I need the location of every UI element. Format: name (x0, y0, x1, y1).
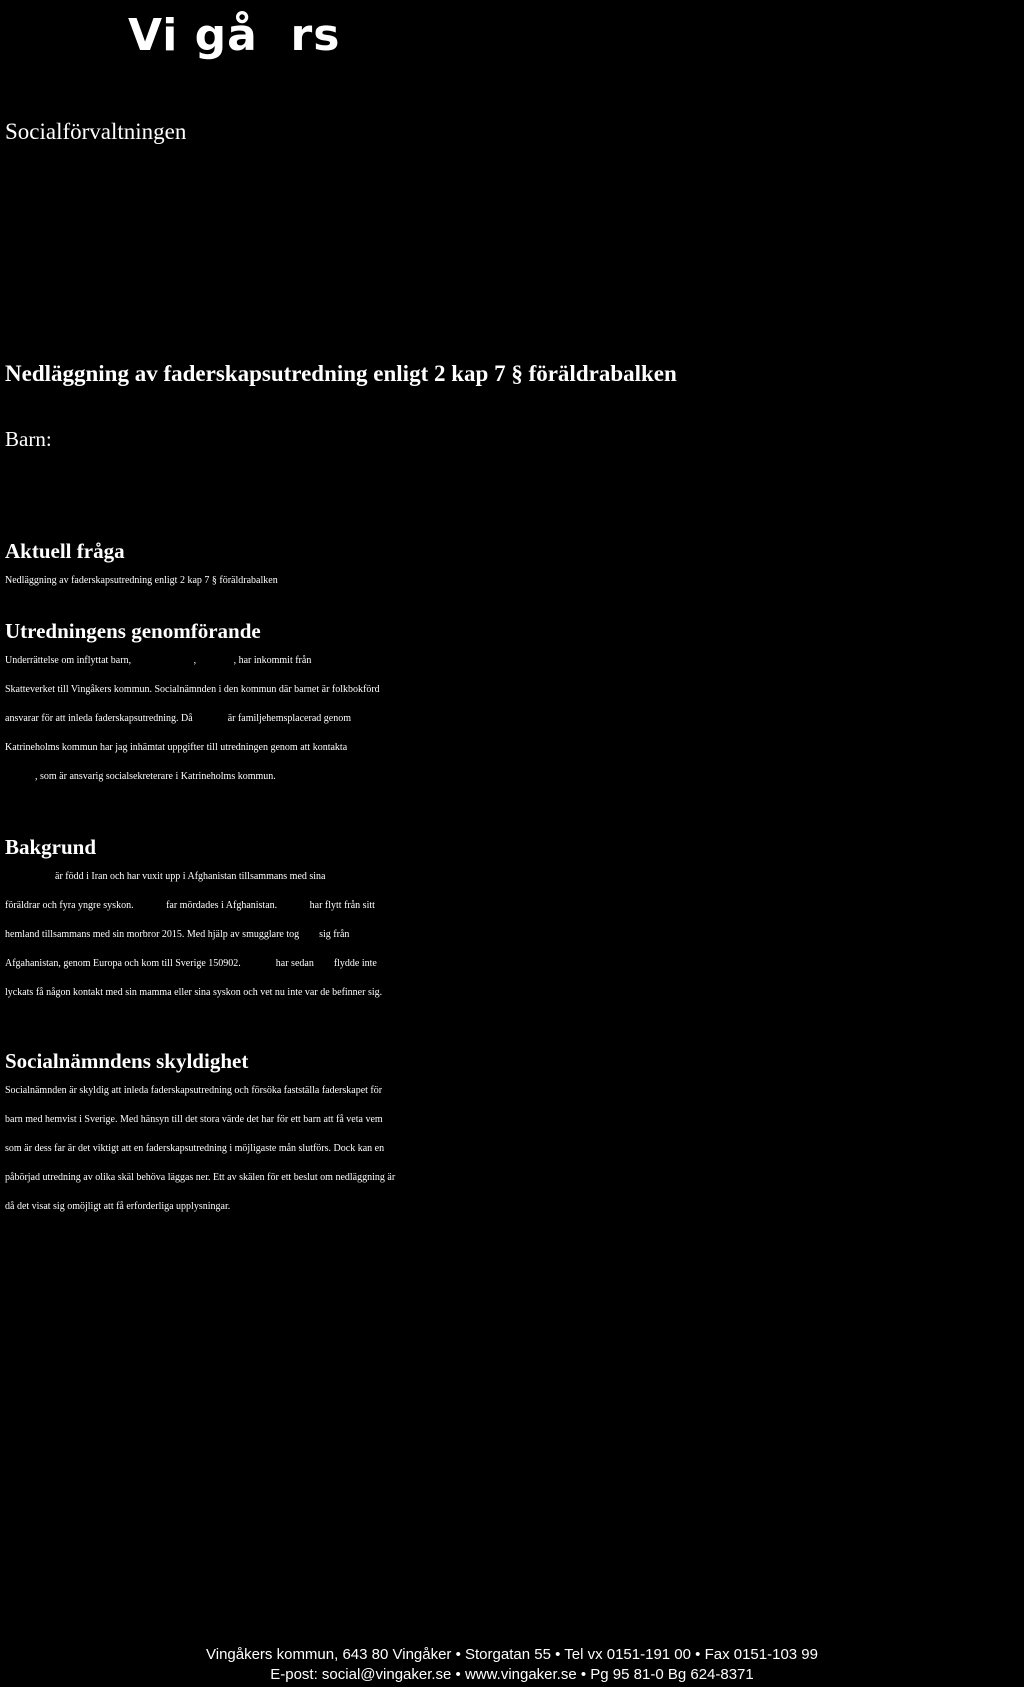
paragraph-line: Underrättelse om inflyttat barn, , , har inkommit från (5, 655, 312, 666)
footer-address-line: Vingåkers kommun, 643 80 Vingåker • Storgatan 55 • Tel vx 0151-191 00 • Fax 0151-103 99 (206, 1646, 818, 1663)
paragraph-line: Socialnämnden är skyldig att inleda faderskapsutredning och försöka fastställa faderskapet för (5, 1085, 383, 1096)
paragraph-line: föräldrar och fyra yngre syskon. far mördades i Afghanistan. har flytt från sitt (5, 900, 375, 911)
section-heading: Bakgrund (5, 835, 97, 859)
department-name: Socialförvaltningen (5, 119, 187, 144)
paragraph-line: Skatteverket till Vingåkers kommun. Socialnämnden i den kommun där barnet är folkbokförd (5, 684, 380, 695)
paragraph-line: lyckats få någon kontakt med sin mamma eller sina syskon och vet nu inte var de befinner sig. (5, 987, 383, 998)
section-heading: Utredningens genomförande (5, 619, 261, 643)
footer-contact-line: E-post: social@vingaker.se • www.vingaker.se • Pg 95 81-0 Bg 624-8371 (270, 1666, 754, 1683)
paragraph-line: Katrineholms kommun har jag inhämtat uppgifter till utredningen genom att kontakta (5, 742, 348, 753)
paragraph-line: ansvarar för att inleda faderskapsutredning. Då är familjehemsplacerad genom (5, 713, 351, 724)
section-aktuell-fraga (5, 537, 1021, 595)
paragraph-line: som är dess far är det viktigt att en faderskapsutredning i möjligaste mån slutförs. Dock kan en (5, 1143, 385, 1154)
paragraph-line: hemland tillsammans med sin morbror 2015. Med hjälp av smugglare tog sig från (5, 929, 350, 940)
paragraph-line: Afgahanistan, genom Europa och kom till Sverige 150902. har sedan flydde inte (5, 958, 377, 969)
municipality-logo: Vi gå rs (128, 10, 341, 61)
section-socialnamndens-skyldighet (5, 1047, 1021, 1221)
section-utredningens-genomforande (5, 617, 1021, 791)
section-heading: Aktuell fråga (5, 539, 125, 563)
paragraph-line: då det visat sig omöjligt att få erforderliga upplysningar. (5, 1201, 231, 1212)
paragraph-line: påbörjad utredning av olika skäl behöva läggas ner. Ett av skälen för ett beslut om nedläggning är (5, 1172, 396, 1183)
paragraph-line: är född i Iran och har vuxit upp i Afghanistan tillsammans med sina (5, 871, 326, 882)
child-label: Barn: (5, 427, 52, 451)
paragraph-line: barn med hemvist i Sverige. Med hänsyn till det stora värde det har för ett barn att få veta vem (5, 1114, 383, 1125)
section-heading: Socialnämndens skyldighet (5, 1049, 249, 1073)
paragraph-line: Nedläggning av faderskapsutredning enligt 2 kap 7 § föräldrabalken (5, 575, 278, 586)
section-bakgrund (5, 833, 1021, 1007)
paragraph-line: , som är ansvarig socialsekreterare i Katrineholms kommun. (5, 771, 276, 782)
page-footer (0, 1645, 1024, 1685)
document-title: Nedläggning av faderskapsutredning enligt 2 kap 7 § föräldrabalken (5, 361, 677, 386)
